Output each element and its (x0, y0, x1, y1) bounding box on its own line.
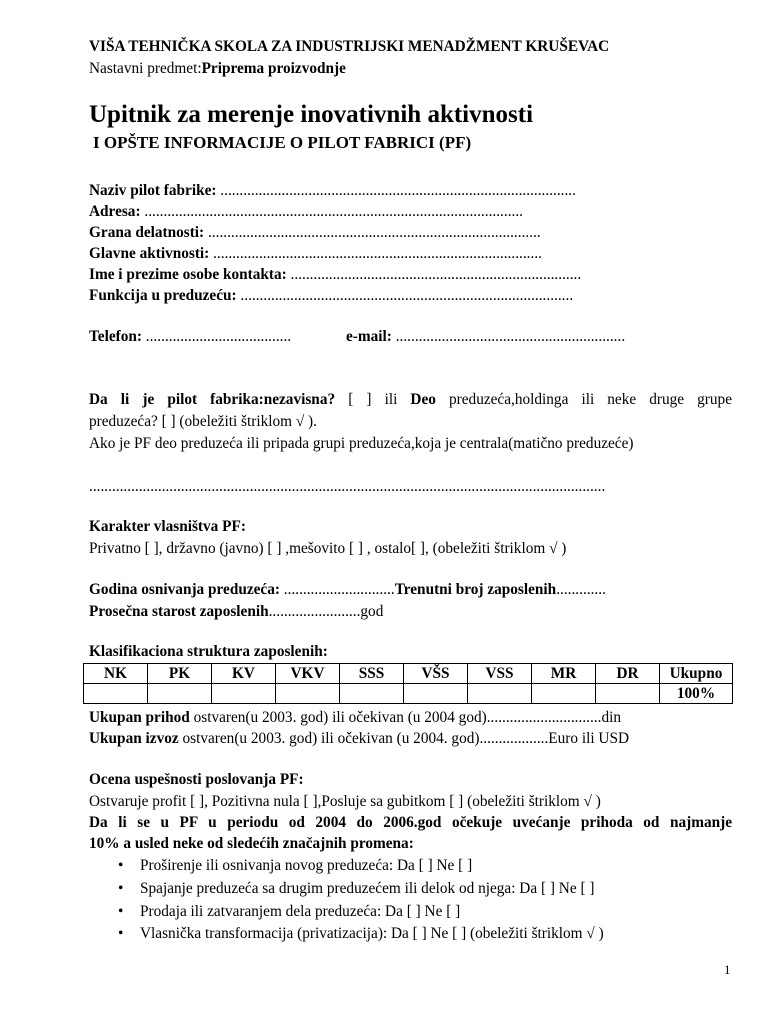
founding-year-line[interactable]: Godina osnivanja preduzeća: .............................Trenutni broj zaposlenih............. (89, 581, 606, 598)
col-pk: PK (148, 664, 212, 684)
col-sss: SSS (340, 664, 404, 684)
ownership-options[interactable]: Privatno [ ], državno (javno) [ ] ,mešovito [ ] , ostalo[ ], (obeležiti štriklom √ ) (89, 540, 567, 557)
cell-total: 100% (660, 684, 733, 704)
col-vkv: VKV (276, 664, 340, 684)
bullet-icon: • (118, 880, 124, 897)
parent-company-field[interactable]: ....................................................................................................................................... (89, 478, 606, 495)
average-age-line[interactable]: Prosečna starost zaposlenih........................god (89, 603, 384, 620)
col-dr: DR (596, 664, 660, 684)
total-export-line[interactable]: Ukupan izvoz ostvaren(u 2003. god) ili očekivan (u 2004. god)..................Euro ili USD (89, 730, 630, 747)
field-email[interactable]: e-mail: ............................................................ (346, 328, 626, 345)
cell-pk[interactable] (148, 684, 212, 704)
page-number: 1 (724, 962, 731, 977)
cell-kv[interactable] (212, 684, 276, 704)
col-kv: KV (212, 664, 276, 684)
field-contact-person[interactable]: Ime i prezime osobe kontakta: ............................................................................ (89, 266, 582, 283)
field-address[interactable]: Adresa: ................................................................................................... (89, 203, 523, 220)
independence-question: Da li je pilot fabrika:nezavisna? [ ] ili Deo preduzeća,holdinga ili neke druge grupe (89, 391, 732, 408)
cell-vss-higher[interactable] (404, 684, 468, 704)
cell-vss[interactable] (468, 684, 532, 704)
col-nk: NK (84, 664, 148, 684)
field-factory-name[interactable]: Naziv pilot fabrike: ............................................................................................. (89, 182, 576, 199)
subject-line: Nastavni predmet:Priprema proizvodnje (89, 60, 346, 77)
list-item[interactable]: • Spajanje preduzeća sa drugim preduzećem ili delok od njega: Da [ ] Ne [ ] (118, 880, 595, 897)
parent-company-question: Ako je PF deo preduzeća ili pripada grupi preduzeća,koja je centrala(matično preduzeće) (89, 435, 634, 452)
performance-heading: Ocena uspešnosti poslovanja PF: (89, 771, 304, 788)
bullet-icon: • (118, 903, 124, 920)
independence-question-cont: preduzeća? [ ] (obeležiti štriklom √ ). (89, 413, 317, 430)
revenue-growth-question: Da li se u PF u periodu od 2004 do 2006.god očekuje uvećanje prihoda od najmanje (89, 814, 732, 831)
cell-mr[interactable] (532, 684, 596, 704)
col-vss-higher: VŠS (404, 664, 468, 684)
field-phone[interactable]: Telefon: ...................................... (89, 328, 292, 345)
table-row (84, 684, 733, 704)
classification-table (83, 663, 733, 704)
cell-nk[interactable] (84, 684, 148, 704)
col-vss: VSS (468, 664, 532, 684)
field-industry[interactable]: Grana delatnosti: ....................................................................................... (89, 224, 541, 241)
table-header-row (84, 664, 733, 684)
cell-vkv[interactable] (276, 684, 340, 704)
performance-options[interactable]: Ostvaruje profit [ ], Pozitivna nula [ ],Posluje sa gubitkom [ ] (obeležiti štriklom √ ) (89, 793, 601, 810)
school-name: VIŠA TEHNIČKA SKOLA ZA INDUSTRIJSKI MENADŽMENT KRUŠEVAC (89, 38, 610, 55)
bullet-icon: • (118, 857, 124, 874)
col-mr: MR (532, 664, 596, 684)
revenue-growth-question-cont: 10% a usled neke od sledećih značajnih promena: (89, 835, 414, 852)
ownership-heading: Karakter vlasništva PF: (89, 518, 246, 535)
col-total: Ukupno (660, 664, 733, 684)
bullet-icon: • (118, 925, 124, 942)
total-income-line[interactable]: Ukupan prihod ostvaren(u 2003. god) ili očekivan (u 2004 god)..............................din (89, 709, 621, 726)
field-main-activities[interactable]: Glavne aktivnosti: ...................................................................................... (89, 245, 542, 262)
list-item[interactable]: • Prodaja ili zatvaranjem dela preduzeća: Da [ ] Ne [ ] (118, 903, 461, 920)
section-title: I OPŠTE INFORMACIJE O PILOT FABRICI (PF) (93, 133, 472, 152)
page-title: Upitnik za merenje inovativnih aktivnosti (89, 101, 534, 128)
cell-sss[interactable] (340, 684, 404, 704)
list-item[interactable]: • Vlasnička transformacija (privatizacija): Da [ ] Ne [ ] (obeležiti štriklom √ ) (118, 925, 604, 942)
list-item[interactable]: • Proširenje ili osnivanja novog preduzeća: Da [ ] Ne [ ] (118, 857, 473, 874)
cell-dr[interactable] (596, 684, 660, 704)
classification-heading: Klasifikaciona struktura zaposlenih: (89, 643, 328, 660)
field-company-role[interactable]: Funkcija u preduzeću: ....................................................................................... (89, 287, 574, 304)
